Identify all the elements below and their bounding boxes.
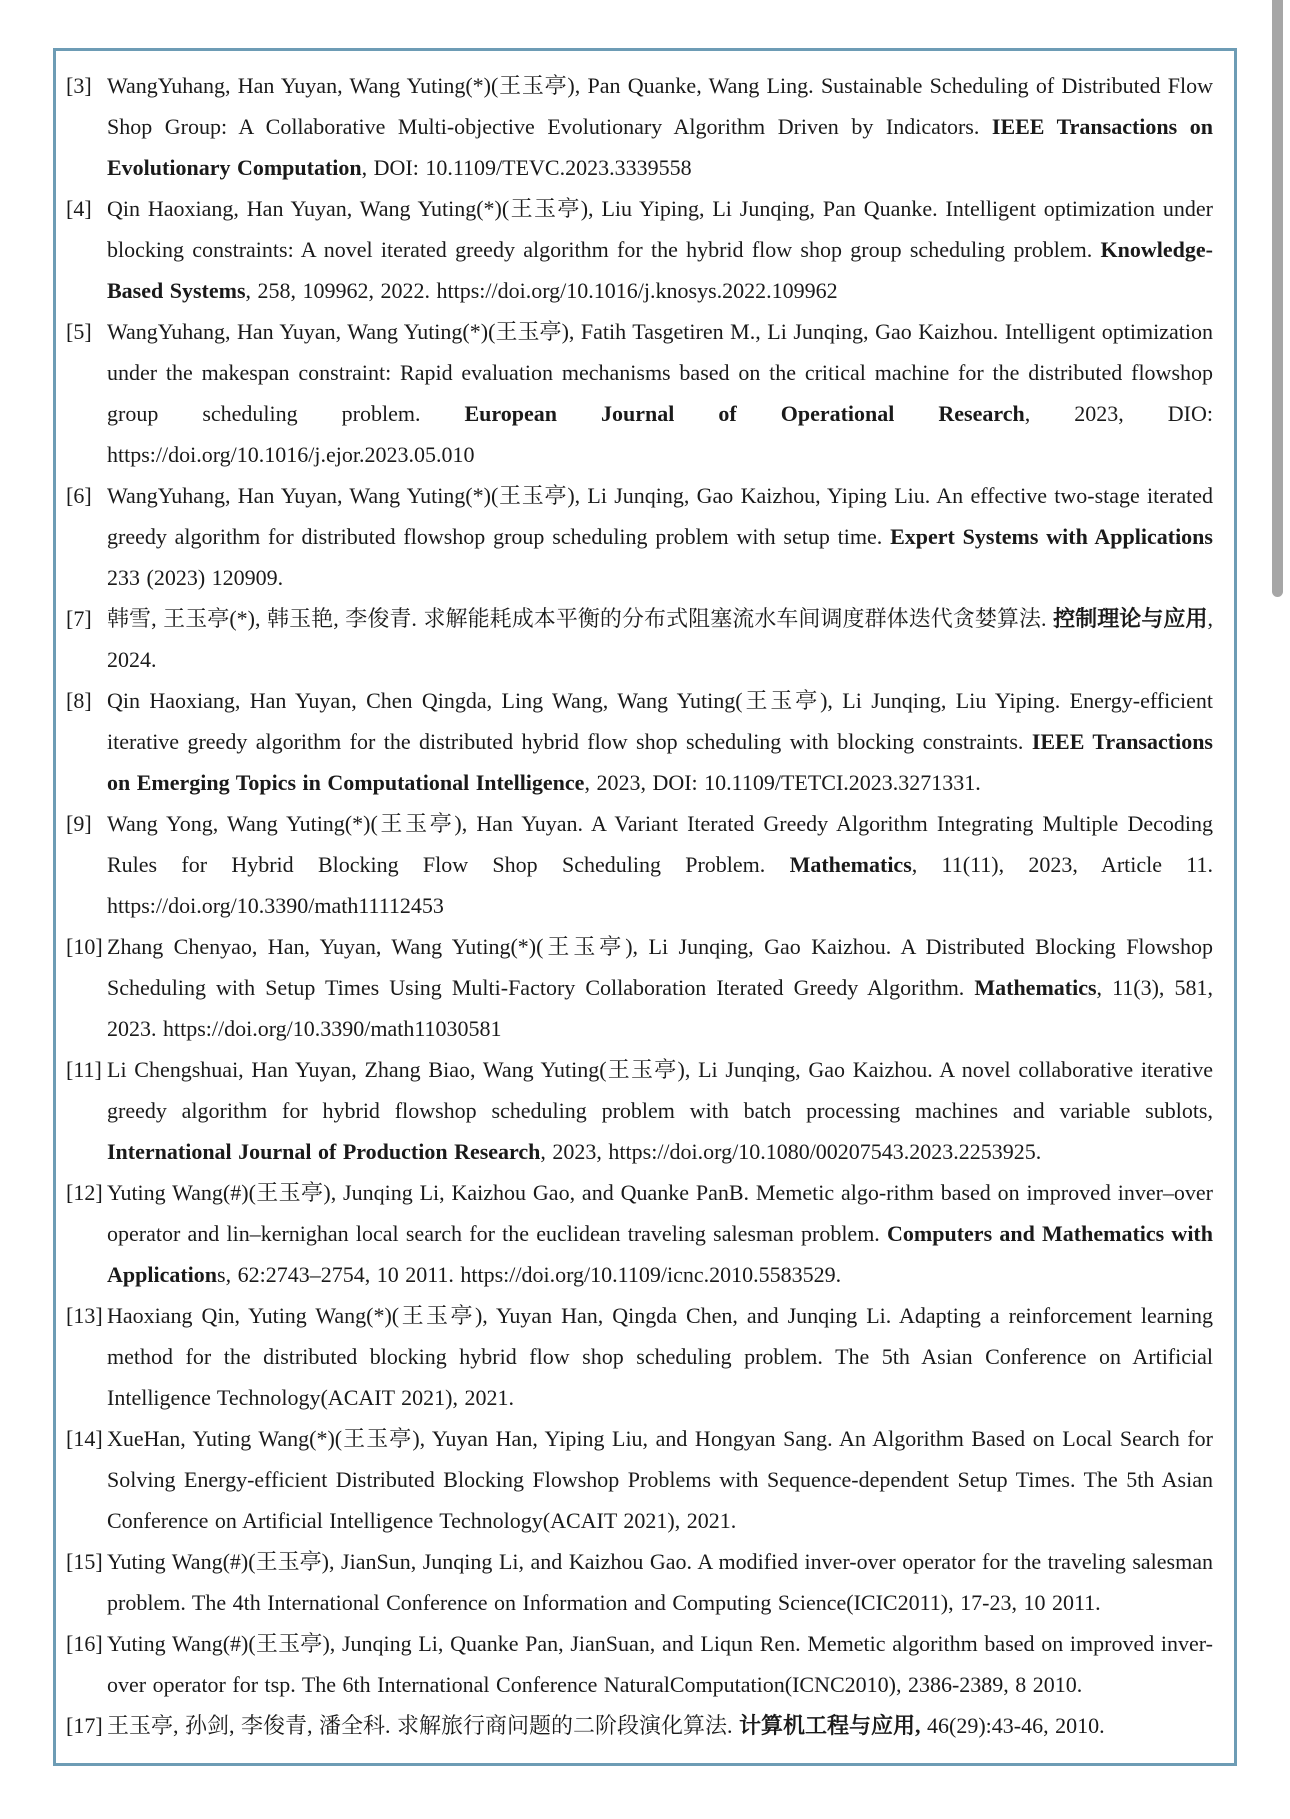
reference-item: [66, 1295, 1213, 1418]
reference-item: [66, 65, 1213, 188]
reference-number: [8]: [66, 688, 92, 713]
reference-text: WangYuhang, Han Yuyan, Wang Yuting(*)(王玉亭), Fatih Tasgetiren M., Li Junqing, Gao Kaizhou. Intelligent optimization under the makespan constraint: Rapid evaluation mechanisms based on the critical machine for the distributed flowshop group scheduling problem. European Journal of Operational Research, 2023, DIO: https://doi.org/10.1016/j.ejor.2023.05.010: [107, 319, 1213, 467]
reference-text: 王玉亭, 孙剑, 李俊青, 潘全科. 求解旅行商问题的二阶段演化算法. 计算机工程与应用, 46(29):43-46, 2010.: [107, 1713, 1105, 1738]
reference-item: [66, 188, 1213, 311]
reference-list: [66, 65, 1213, 1746]
reference-number: [14]: [66, 1426, 103, 1451]
reference-item: [66, 1418, 1213, 1541]
reference-number: [9]: [66, 811, 92, 836]
reference-item: [66, 1705, 1213, 1746]
reference-item: [66, 1172, 1213, 1295]
reference-number: [3]: [66, 73, 92, 98]
reference-item: [66, 680, 1213, 803]
reference-text: Li Chengshuai, Han Yuyan, Zhang Biao, Wang Yuting(王玉亭), Li Junqing, Gao Kaizhou. A novel collaborative iterative greedy algorithm for hybrid flowshop scheduling problem with batch processing machines and variable sublots, International Journal of Production Research, 2023, https://doi.org/10.1080/00207543.2023.2253925.: [107, 1057, 1213, 1164]
reference-item: [66, 803, 1213, 926]
reference-number: [10]: [66, 934, 103, 959]
reference-number: [4]: [66, 196, 92, 221]
reference-text: Zhang Chenyao, Han, Yuyan, Wang Yuting(*)(王玉亭), Li Junqing, Gao Kaizhou. A Distributed Blocking Flowshop Scheduling with Setup Times Using Multi-Factory Collaboration Iterated Greedy Algorithm. Mathematics, 11(3), 581, 2023. https://doi.org/10.3390/math11030581: [107, 934, 1213, 1041]
reference-number: [5]: [66, 319, 92, 344]
reference-text: Qin Haoxiang, Han Yuyan, Chen Qingda, Ling Wang, Wang Yuting(王玉亭), Li Junqing, Liu Yiping. Energy-efficient iterative greedy algorithm for the distributed hybrid flow shop scheduling with blocking constraints. IEEE Transactions on Emerging Topics in Computational Intelligence, 2023, DOI: 10.1109/TETCI.2023.3271331.: [107, 688, 1213, 795]
reference-number: [17]: [66, 1713, 103, 1738]
reference-number: [12]: [66, 1180, 103, 1205]
reference-text: Haoxiang Qin, Yuting Wang(*)(王玉亭), Yuyan Han, Qingda Chen, and Junqing Li. Adapting a reinforcement learning method for the distributed blocking hybrid flow shop scheduling problem. The 5th Asian Conference on Artificial Intelligence Technology(ACAIT 2021), 2021.: [107, 1303, 1213, 1410]
reference-number: [16]: [66, 1631, 103, 1656]
scrollbar-thumb[interactable]: [1272, 0, 1283, 597]
reference-number: [11]: [66, 1057, 102, 1082]
reference-number: [6]: [66, 483, 92, 508]
reference-item: [66, 926, 1213, 1049]
reference-number: [7]: [66, 606, 92, 631]
reference-item: [66, 311, 1213, 475]
reference-text: 韩雪, 王玉亭(*), 韩玉艳, 李俊青. 求解能耗成本平衡的分布式阻塞流水车间调度群体迭代贪婪算法. 控制理论与应用, 2024.: [107, 606, 1213, 672]
reference-text: WangYuhang, Han Yuyan, Wang Yuting(*)(王玉亭), Li Junqing, Gao Kaizhou, Yiping Liu. An effective two-stage iterated greedy algorithm for distributed flowshop group scheduling problem with setup time. Expert Systems with Applications 233 (2023) 120909.: [107, 483, 1213, 590]
reference-item: [66, 1623, 1213, 1705]
reference-text: Wang Yong, Wang Yuting(*)(王玉亭), Han Yuyan. A Variant Iterated Greedy Algorithm Integrating Multiple Decoding Rules for Hybrid Blocking Flow Shop Scheduling Problem. Mathematics, 11(11), 2023, Article 11. https://doi.org/10.3390/math11112453: [107, 811, 1213, 918]
reference-text: Yuting Wang(#)(王玉亭), JianSun, Junqing Li, and Kaizhou Gao. A modified inver-over operator for the traveling salesman problem. The 4th International Conference on Information and Computing Science(ICIC2011), 17-23, 10 2011.: [107, 1549, 1213, 1615]
reference-item: [66, 475, 1213, 598]
reference-item: [66, 598, 1213, 680]
reference-item: [66, 1541, 1213, 1623]
reference-item: [66, 1049, 1213, 1172]
reference-text: WangYuhang, Han Yuyan, Wang Yuting(*)(王玉亭), Pan Quanke, Wang Ling. Sustainable Scheduling of Distributed Flow Shop Group: A Collaborative Multi-objective Evolutionary Algorithm Driven by Indicators. IEEE Transactions on Evolutionary Computation, DOI: 10.1109/TEVC.2023.3339558: [107, 73, 1213, 180]
reference-number: [15]: [66, 1549, 103, 1574]
document-page: [53, 48, 1237, 1766]
reference-text: XueHan, Yuting Wang(*)(王玉亭), Yuyan Han, Yiping Liu, and Hongyan Sang. An Algorithm Based on Local Search for Solving Energy-efficient Distributed Blocking Flowshop Problems with Sequence-dependent Setup Times. The 5th Asian Conference on Artificial Intelligence Technology(ACAIT 2021), 2021.: [107, 1426, 1213, 1533]
reference-text: Qin Haoxiang, Han Yuyan, Wang Yuting(*)(王玉亭), Liu Yiping, Li Junqing, Pan Quanke. Intelligent optimization under blocking constraints: A novel iterated greedy algorithm for the hybrid flow shop group scheduling problem. Knowledge-Based Systems, 258, 109962, 2022. https://doi.org/10.1016/j.knosys.2022.109962: [107, 196, 1213, 303]
reference-text: Yuting Wang(#)(王玉亭), Junqing Li, Kaizhou Gao, and Quanke PanB. Memetic algo-rithm based on improved inver–over operator and lin–kernighan local search for the euclidean traveling salesman problem. Computers and Mathematics with Applications, 62:2743–2754, 10 2011. https://doi.org/10.1109/icnc.2010.5583529.: [107, 1180, 1213, 1287]
reference-number: [13]: [66, 1303, 103, 1328]
reference-text: Yuting Wang(#)(王玉亭), Junqing Li, Quanke Pan, JianSuan, and Liqun Ren. Memetic algorithm based on improved inver-over operator for tsp. The 6th International Conference NaturalComputation(ICNC2010), 2386-2389, 8 2010.: [107, 1631, 1213, 1697]
